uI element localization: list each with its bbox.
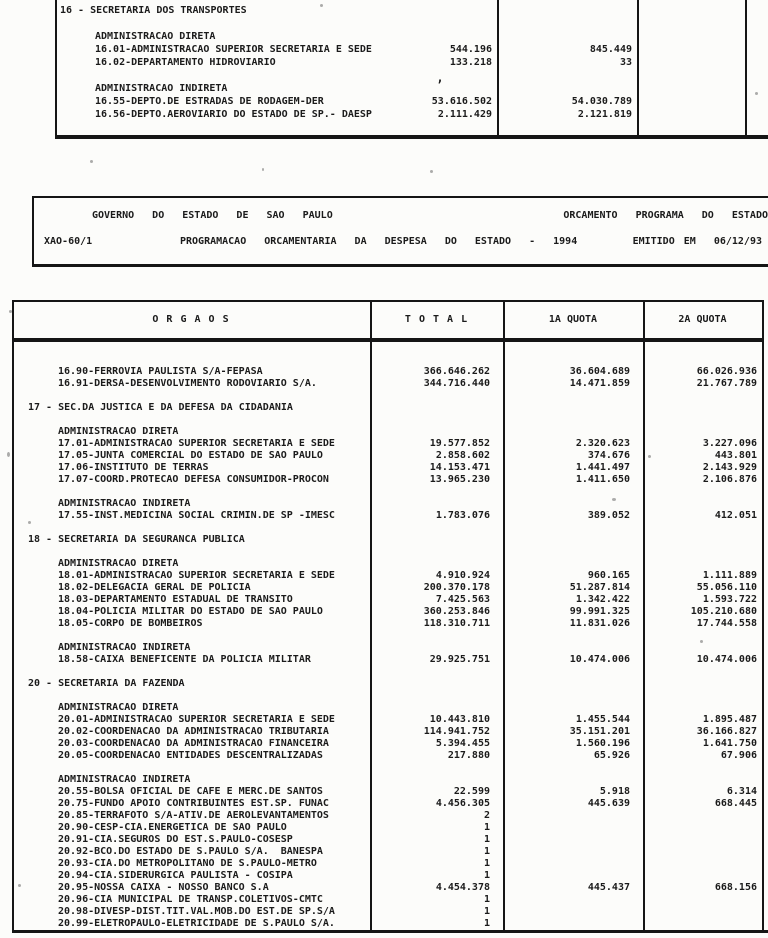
total-value: 1 bbox=[483, 858, 490, 869]
total-value: 4.910.924 bbox=[435, 570, 490, 581]
total-value: 1 bbox=[483, 822, 490, 833]
quota1-value: 35.151.201 bbox=[569, 726, 630, 737]
row-label: 17.05-JUNTA COMERCIAL DO ESTADO DE SAO PAULO bbox=[58, 450, 323, 461]
table-row bbox=[0, 108, 768, 121]
total-value: 2.111.429 bbox=[437, 109, 492, 120]
quota1-value: 33 bbox=[619, 57, 632, 68]
quota1-value: 1.411.650 bbox=[575, 474, 630, 485]
spacer-row bbox=[0, 390, 768, 402]
quota2-value: 1.593.722 bbox=[702, 594, 757, 605]
table-row bbox=[0, 798, 768, 810]
table-row bbox=[0, 618, 768, 630]
table-row bbox=[0, 450, 768, 462]
row-label: ADMINISTRACAO INDIRETA bbox=[58, 774, 191, 785]
scan-noise bbox=[612, 498, 616, 501]
row-label: 20.94-CIA.SIDERURGICA PAULISTA - COSIPA bbox=[58, 870, 293, 881]
total-value: 217.880 bbox=[447, 750, 490, 761]
total-value: 4.456.305 bbox=[435, 798, 490, 809]
scan-noise bbox=[262, 168, 264, 171]
row-label: 20.75-FUNDO APOIO CONTRIBUINTES EST.SP. FUNAC bbox=[58, 798, 329, 809]
row-label: 20.98-DIVESP-DIST.TIT.VAL.MOB.DO EST.DE SP.S/A bbox=[58, 906, 335, 917]
table-row bbox=[0, 43, 768, 56]
scan-noise: ’ bbox=[436, 78, 444, 92]
row-label: ADMINISTRACAO INDIRETA bbox=[58, 498, 191, 509]
column-header-quota2: 2A QUOTA bbox=[678, 314, 727, 325]
section-row bbox=[0, 678, 768, 690]
row-label: 20.95-NOSSA CAIXA - NOSSO BANCO S.A bbox=[58, 882, 269, 893]
table-row bbox=[0, 438, 768, 450]
scan-noise bbox=[18, 884, 21, 887]
total-value: 10.443.810 bbox=[429, 714, 490, 725]
group-row bbox=[0, 30, 768, 43]
row-label: 16.02-DEPARTAMENTO HIDROVIARIO bbox=[95, 57, 276, 68]
table-row bbox=[0, 906, 768, 918]
column-header-quota1: 1A QUOTA bbox=[548, 314, 598, 325]
table-row bbox=[0, 882, 768, 894]
row-label: 20.90-CESP-CIA.ENERGETICA DE SAO PAULO bbox=[58, 822, 287, 833]
row-label: 20.96-CIA MUNICIPAL DE TRANSP.COLETIVOS-CMTC bbox=[58, 894, 323, 905]
table-row bbox=[0, 606, 768, 618]
quota1-value: 1.560.196 bbox=[575, 738, 630, 749]
row-label: 20.05-COORDENACAO ENTIDADES DESCENTRALIZADAS bbox=[58, 750, 323, 761]
quota1-value: 51.287.814 bbox=[569, 582, 630, 593]
scan-noise bbox=[9, 310, 12, 313]
row-label: 16.55-DEPTO.DE ESTRADAS DE RODAGEM-DER bbox=[95, 96, 324, 107]
scan-noise bbox=[7, 452, 10, 457]
quota1-value: 374.676 bbox=[587, 450, 630, 461]
quota2-value: 1.111.889 bbox=[702, 570, 757, 581]
row-label: 17.06-INSTITUTO DE TERRAS bbox=[58, 462, 209, 473]
total-value: 2.858.602 bbox=[435, 450, 490, 461]
row-label: 18.58-CAIXA BENEFICENTE DA POLICIA MILITAR bbox=[58, 654, 311, 665]
table-row bbox=[0, 810, 768, 822]
quota2-value: 3.227.096 bbox=[702, 438, 757, 449]
row-label: 18.04-POLICIA MILITAR DO ESTADO DE SAO PAULO bbox=[58, 606, 323, 617]
group-row bbox=[0, 426, 768, 438]
budget-table bbox=[0, 300, 768, 938]
row-label: ADMINISTRACAO INDIRETA bbox=[95, 83, 228, 94]
spacer-row bbox=[0, 522, 768, 534]
table-row bbox=[0, 750, 768, 762]
total-value: 1 bbox=[483, 894, 490, 905]
spacer-row bbox=[0, 354, 768, 366]
table-row bbox=[0, 378, 768, 390]
total-value: 1 bbox=[483, 870, 490, 881]
quota1-value: 1.342.422 bbox=[575, 594, 630, 605]
quota2-value: 443.801 bbox=[714, 450, 757, 461]
form-code: XAO-60/1 bbox=[44, 236, 93, 247]
quota2-value: 2.143.929 bbox=[702, 462, 757, 473]
row-label: ADMINISTRACAO DIRETA bbox=[95, 31, 216, 42]
table-row bbox=[0, 654, 768, 666]
table-row bbox=[0, 726, 768, 738]
total-value: 366.646.262 bbox=[423, 366, 490, 377]
total-value: 19.577.852 bbox=[429, 438, 490, 449]
quota2-value: 1.895.487 bbox=[702, 714, 757, 725]
table-row bbox=[0, 570, 768, 582]
total-value: 4.454.378 bbox=[435, 882, 490, 893]
row-label: 17.01-ADMINISTRACAO SUPERIOR SECRETARIA E SEDE bbox=[58, 438, 335, 449]
row-label: ADMINISTRACAO DIRETA bbox=[58, 702, 179, 713]
row-label: 18.01-ADMINISTRACAO SUPERIOR SECRETARIA E SEDE bbox=[58, 570, 335, 581]
spacer-row bbox=[0, 486, 768, 498]
row-label: 16.91-DERSA-DESENVOLVIMENTO RODOVIARIO S/A. bbox=[58, 378, 317, 389]
quota1-value: 445.437 bbox=[587, 882, 630, 893]
spacer-row bbox=[0, 546, 768, 558]
row-label: 17 - SEC.DA JUSTICA E DA DEFESA DA CIDADANIA bbox=[28, 402, 293, 413]
table-row bbox=[0, 894, 768, 906]
total-value: 13.965.230 bbox=[429, 474, 490, 485]
quota1-value: 14.471.859 bbox=[569, 378, 630, 389]
total-value: 2 bbox=[483, 810, 490, 821]
quota2-value: 668.445 bbox=[714, 798, 757, 809]
row-label: ADMINISTRACAO DIRETA bbox=[58, 558, 179, 569]
column-header-total: T O T A L bbox=[404, 314, 469, 325]
quota1-value: 1.441.497 bbox=[575, 462, 630, 473]
quota1-value: 445.639 bbox=[587, 798, 630, 809]
scan-noise bbox=[90, 160, 93, 163]
total-value: 133.218 bbox=[449, 57, 492, 68]
table-row bbox=[0, 594, 768, 606]
table-row bbox=[0, 834, 768, 846]
quota2-value: 6.314 bbox=[726, 786, 757, 797]
group-row bbox=[0, 702, 768, 714]
quota2-value: 2.106.876 bbox=[702, 474, 757, 485]
row-label: 20.91-CIA.SEGUROS DO EST.S.PAULO-COSESP bbox=[58, 834, 293, 845]
spacer-row bbox=[0, 69, 768, 82]
quota2-value: 67.906 bbox=[720, 750, 757, 761]
quota1-value: 65.926 bbox=[593, 750, 630, 761]
quota1-value: 5.918 bbox=[599, 786, 630, 797]
report-header-box bbox=[32, 196, 768, 267]
quota2-value: 1.641.750 bbox=[702, 738, 757, 749]
row-label: 20.99-ELETROPAULO-ELETRICIDADE DE S.PAULO S/A. bbox=[58, 918, 335, 929]
row-label: 16.90-FERROVIA PAULISTA S/A-FEPASA bbox=[58, 366, 263, 377]
total-value: 1.783.076 bbox=[435, 510, 490, 521]
table-row bbox=[0, 95, 768, 108]
spacer-row bbox=[0, 414, 768, 426]
spacer-row bbox=[0, 630, 768, 642]
row-label: 17.55-INST.MEDICINA SOCIAL CRIMIN.DE SP -IMESC bbox=[58, 510, 335, 521]
total-value: 118.310.711 bbox=[423, 618, 490, 629]
total-value: 7.425.563 bbox=[435, 594, 490, 605]
total-value: 344.716.440 bbox=[423, 378, 490, 389]
report-subtitle: PROGRAMACAO ORCAMENTARIA DA DESPESA DO ESTADO - 1994 bbox=[180, 236, 578, 247]
quota1-value: 1.455.544 bbox=[575, 714, 630, 725]
quota1-value: 36.604.689 bbox=[569, 366, 630, 377]
total-value: 14.153.471 bbox=[429, 462, 490, 473]
quota1-value: 10.474.006 bbox=[569, 654, 630, 665]
row-label: 17.07-COORD.PROTECAO DEFESA CONSUMIDOR-PROCON bbox=[58, 474, 329, 485]
table-bottom-border bbox=[12, 930, 768, 933]
section-row bbox=[0, 402, 768, 414]
row-label: 16.56-DEPTO.AEROVIARIO DO ESTADO DE SP.- DAESP bbox=[95, 109, 372, 120]
total-value: 1 bbox=[483, 918, 490, 929]
quota1-value: 389.052 bbox=[587, 510, 630, 521]
section-row bbox=[0, 4, 768, 17]
quota1-value: 99.991.325 bbox=[569, 606, 630, 617]
group-row bbox=[0, 774, 768, 786]
spacer-row bbox=[0, 17, 768, 30]
total-value: 200.370.178 bbox=[423, 582, 490, 593]
quota2-value: 105.210.680 bbox=[690, 606, 757, 617]
quota1-value: 11.831.026 bbox=[569, 618, 630, 629]
budget-table-rows bbox=[0, 342, 768, 930]
row-label: 20.85-TERRAFOTO S/A-ATIV.DE AEROLEVANTAMENTOS bbox=[58, 810, 329, 821]
row-label: 18.02-DELEGACIA GERAL DE POLICIA bbox=[58, 582, 251, 593]
emitted-date: EMITIDO EM 06/12/93 bbox=[632, 236, 762, 247]
spacer-row bbox=[0, 666, 768, 678]
row-label: 18 - SECRETARIA DA SEGURANCA PUBLICA bbox=[28, 534, 245, 545]
total-value: 544.196 bbox=[449, 44, 492, 55]
quota2-value: 21.767.789 bbox=[696, 378, 757, 389]
total-value: 360.253.846 bbox=[423, 606, 490, 617]
quota1-value: 2.121.819 bbox=[577, 109, 632, 120]
table-row bbox=[0, 714, 768, 726]
scan-noise bbox=[28, 521, 31, 524]
total-value: 5.394.455 bbox=[435, 738, 490, 749]
prev-table-rows bbox=[0, 4, 768, 121]
group-row bbox=[0, 498, 768, 510]
scan-noise bbox=[648, 455, 651, 458]
government-title: GOVERNO DO ESTADO DE SAO PAULO bbox=[92, 210, 333, 221]
total-value: 114.941.752 bbox=[423, 726, 490, 737]
table-row bbox=[0, 786, 768, 798]
report-name: ORCAMENTO PROGRAMA DO ESTADO bbox=[563, 210, 768, 221]
section-row bbox=[0, 534, 768, 546]
row-label: 18.03-DEPARTAMENTO ESTADUAL DE TRANSITO bbox=[58, 594, 293, 605]
group-row bbox=[0, 642, 768, 654]
group-row bbox=[0, 82, 768, 95]
total-value: 29.925.751 bbox=[429, 654, 490, 665]
row-label: ADMINISTRACAO INDIRETA bbox=[58, 642, 191, 653]
table-row bbox=[0, 474, 768, 486]
row-label: 20.92-BCO.DO ESTADO DE S.PAULO S/A. BANESPA bbox=[58, 846, 323, 857]
row-label: ADMINISTRACAO DIRETA bbox=[58, 426, 179, 437]
table-row bbox=[0, 918, 768, 930]
row-label: 20.03-COORDENACAO DA ADMINISTRACAO FINANCEIRA bbox=[58, 738, 329, 749]
table-top-border bbox=[12, 300, 764, 302]
group-row bbox=[0, 558, 768, 570]
quota1-value: 845.449 bbox=[589, 44, 632, 55]
total-value: 1 bbox=[483, 846, 490, 857]
row-label: 20.02-COORDENACAO DA ADMINISTRACAO TRIBUTARIA bbox=[58, 726, 329, 737]
total-value: 22.599 bbox=[453, 786, 490, 797]
scan-noise bbox=[755, 92, 758, 95]
column-header-orgaos: O R G A O S bbox=[152, 314, 230, 325]
table-row bbox=[0, 582, 768, 594]
row-label: 18.05-CORPO DE BOMBEIROS bbox=[58, 618, 203, 629]
scan-noise bbox=[700, 640, 703, 643]
quota2-value: 55.056.110 bbox=[696, 582, 757, 593]
table-bottom-border bbox=[55, 135, 768, 139]
table-row bbox=[0, 870, 768, 882]
row-label: 20.01-ADMINISTRACAO SUPERIOR SECRETARIA E SEDE bbox=[58, 714, 335, 725]
table-row bbox=[0, 858, 768, 870]
table-row bbox=[0, 366, 768, 378]
table-row bbox=[0, 822, 768, 834]
row-label: 20.93-CIA.DO METROPOLITANO DE S.PAULO-METRO bbox=[58, 858, 317, 869]
row-label: 20.55-BOLSA OFICIAL DE CAFE E MERC.DE SANTOS bbox=[58, 786, 323, 797]
scan-noise bbox=[320, 4, 323, 7]
table-row bbox=[0, 56, 768, 69]
quota2-value: 10.474.006 bbox=[696, 654, 757, 665]
quota2-value: 36.166.827 bbox=[696, 726, 757, 737]
total-value: 1 bbox=[483, 906, 490, 917]
quota2-value: 17.744.558 bbox=[696, 618, 757, 629]
quota1-value: 2.320.623 bbox=[575, 438, 630, 449]
quota2-value: 66.026.936 bbox=[696, 366, 757, 377]
quota2-value: 668.156 bbox=[714, 882, 757, 893]
scan-noise bbox=[430, 170, 433, 173]
spacer-row bbox=[0, 690, 768, 702]
total-value: 1 bbox=[483, 834, 490, 845]
table-row bbox=[0, 510, 768, 522]
table-row bbox=[0, 846, 768, 858]
table-row bbox=[0, 738, 768, 750]
quota1-value: 960.165 bbox=[587, 570, 630, 581]
row-label: 20 - SECRETARIA DA FAZENDA bbox=[28, 678, 185, 689]
spacer-row bbox=[0, 342, 768, 354]
spacer-row bbox=[0, 762, 768, 774]
quota1-value: 54.030.789 bbox=[571, 96, 632, 107]
quota2-value: 412.051 bbox=[714, 510, 757, 521]
table-row bbox=[0, 462, 768, 474]
previous-page-table bbox=[0, 0, 768, 141]
row-label: 16.01-ADMINISTRACAO SUPERIOR SECRETARIA E SEDE bbox=[95, 44, 372, 55]
row-label: 16 - SECRETARIA DOS TRANSPORTES bbox=[60, 5, 247, 16]
total-value: 53.616.502 bbox=[431, 96, 492, 107]
